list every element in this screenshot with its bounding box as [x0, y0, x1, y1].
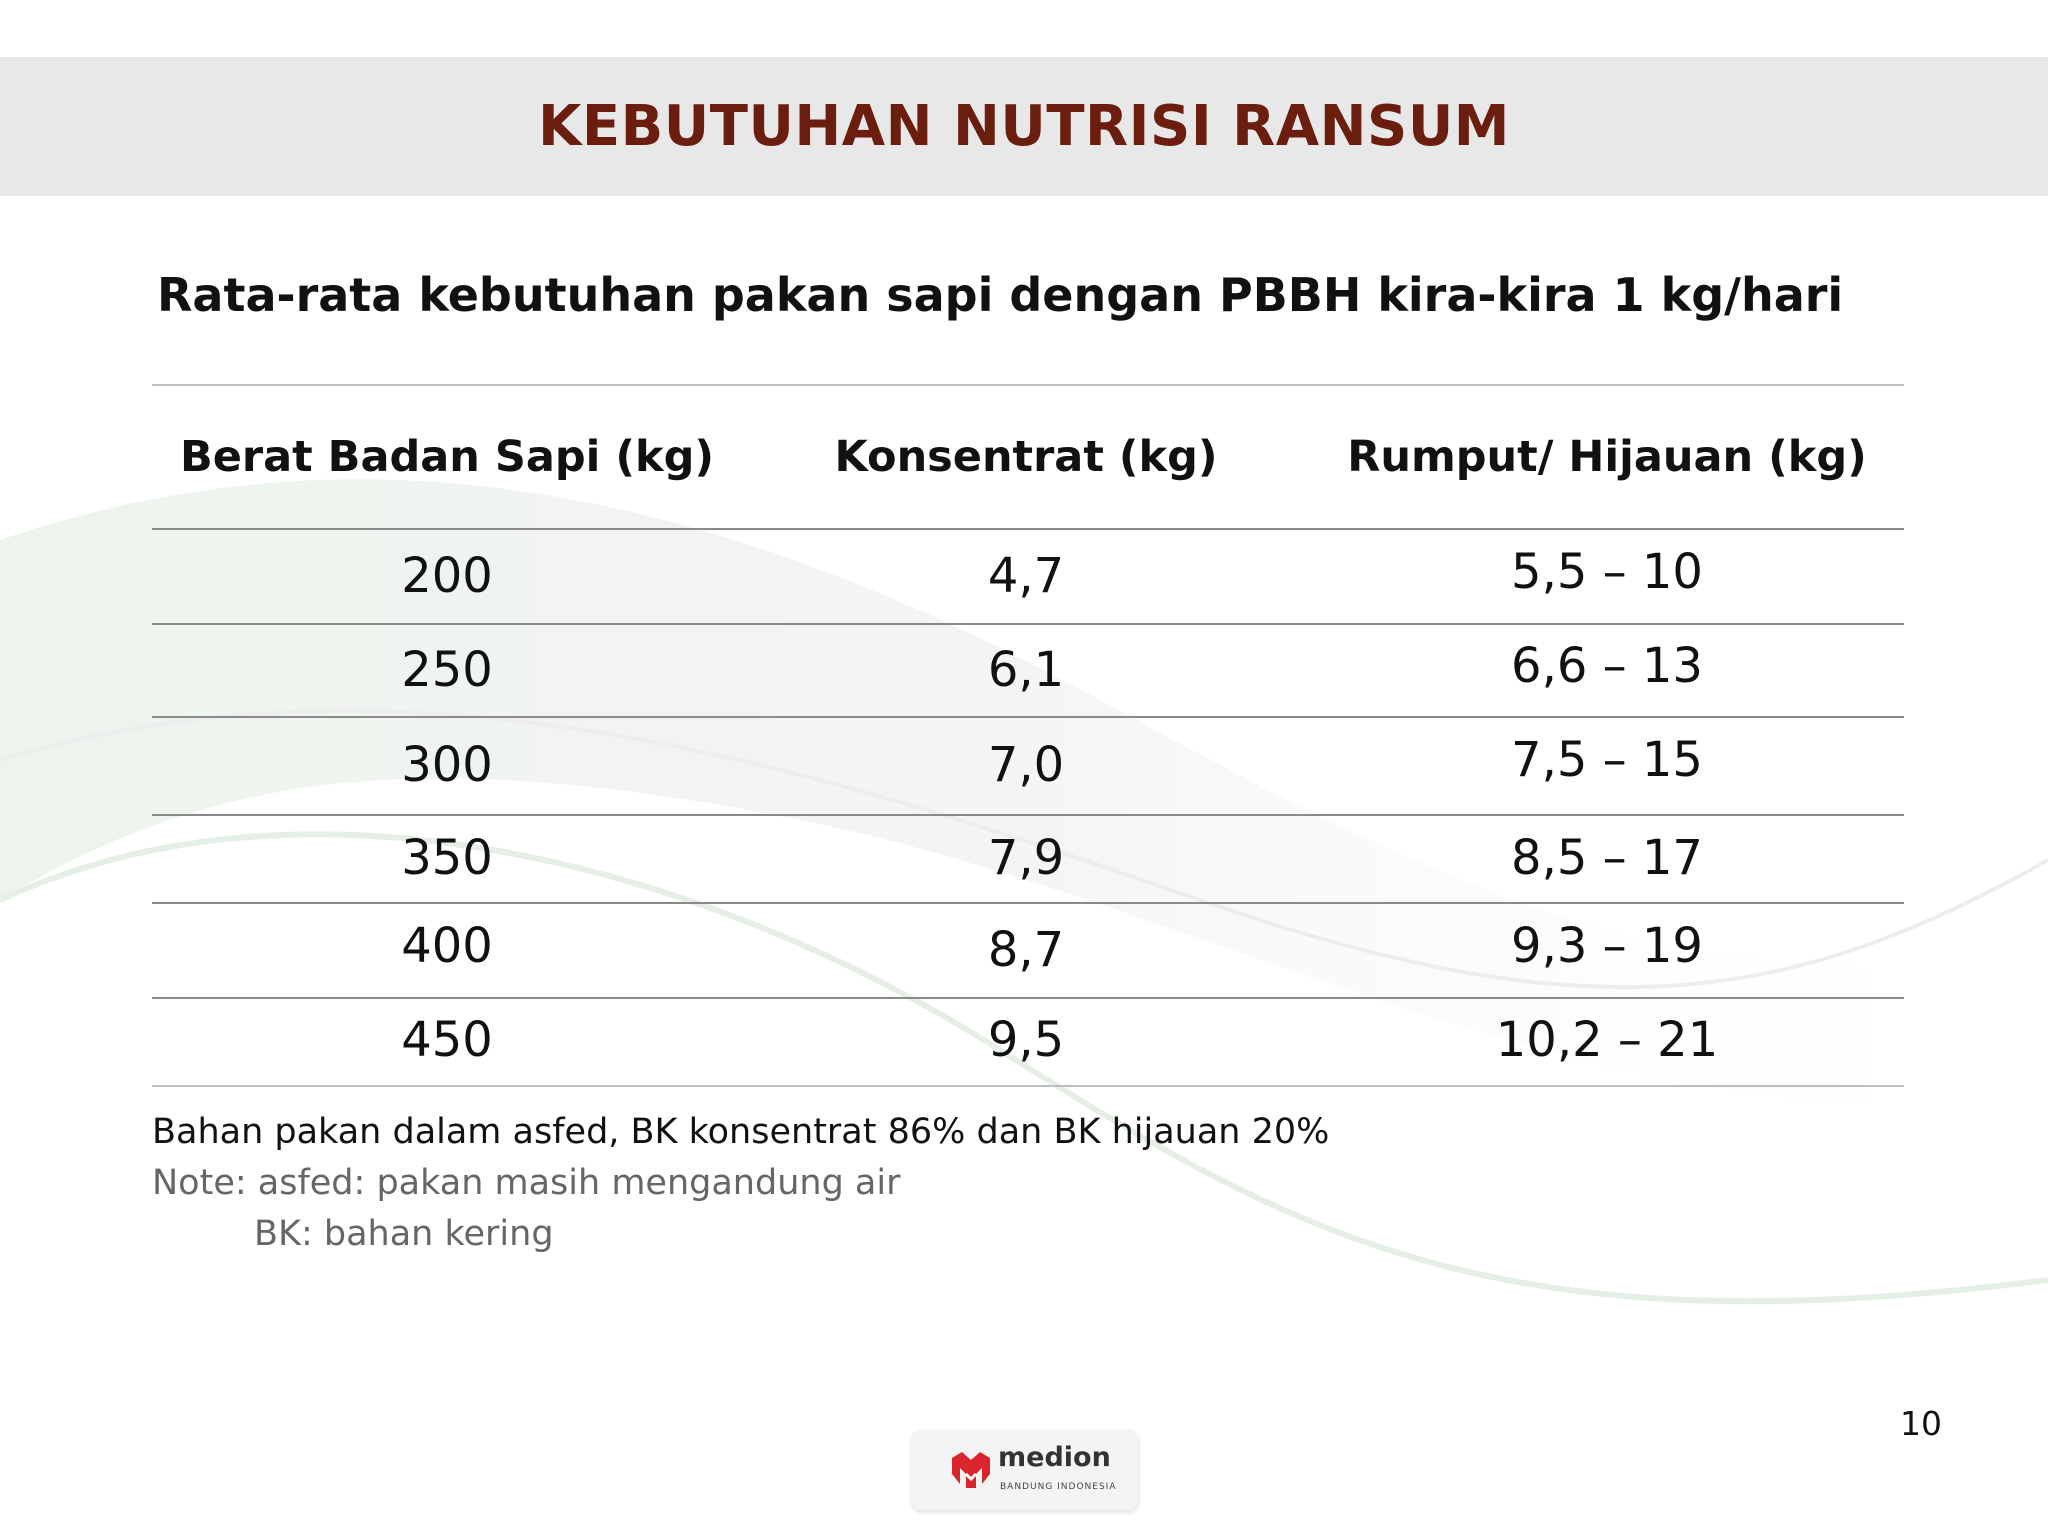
- medion-logo: [912, 1430, 1138, 1510]
- note-asfed-bk: Bahan pakan dalam asfed, BK konsentrat 86% dan BK hijauan 20%: [152, 1112, 1330, 1152]
- row-forage: 7,5 – 15: [1511, 732, 1703, 788]
- row-forage: 5,5 – 10: [1511, 544, 1703, 600]
- row-rule: [152, 997, 1904, 999]
- row-forage: 10,2 – 21: [1495, 1012, 1719, 1068]
- row-forage: 6,6 – 13: [1511, 638, 1703, 694]
- row-concentrate: 7,9: [987, 830, 1065, 886]
- row-weight: 300: [401, 737, 493, 793]
- medion-logo-icon: [948, 1448, 994, 1494]
- row-rule: [152, 902, 1904, 904]
- row-weight: 350: [401, 830, 493, 886]
- page-number: 10: [1900, 1404, 1942, 1443]
- logo-name: medion: [998, 1442, 1111, 1473]
- note-bk-definition: BK: bahan kering: [254, 1214, 554, 1254]
- row-weight: 250: [401, 642, 493, 698]
- row-rule: [152, 716, 1904, 718]
- row-forage: 9,3 – 19: [1511, 918, 1703, 974]
- note-asfed-definition: Note: asfed: pakan masih mengandung air: [152, 1163, 901, 1203]
- table-top-rule: [152, 384, 1904, 386]
- table-bottom-rule: [152, 1085, 1904, 1087]
- column-header-concentrate: Konsentrat (kg): [834, 432, 1218, 482]
- title-bar: [0, 57, 2048, 196]
- column-header-weight: Berat Badan Sapi (kg): [179, 432, 715, 482]
- row-concentrate: 9,5: [987, 1012, 1065, 1068]
- row-concentrate: 4,7: [987, 548, 1065, 604]
- row-weight: 400: [401, 918, 493, 974]
- row-concentrate: 6,1: [987, 642, 1065, 698]
- row-weight: 200: [401, 548, 493, 604]
- column-header-forage: Rumput/ Hijauan (kg): [1347, 432, 1867, 482]
- row-concentrate: 8,7: [987, 922, 1065, 978]
- row-rule: [152, 814, 1904, 816]
- row-rule: [152, 623, 1904, 625]
- row-weight: 450: [401, 1012, 493, 1068]
- header-rule: [152, 528, 1904, 530]
- logo-subtitle: BANDUNG INDONESIA: [1000, 1482, 1117, 1492]
- row-forage: 8,5 – 17: [1511, 830, 1703, 886]
- row-concentrate: 7,0: [987, 737, 1065, 793]
- slide-title: KEBUTUHAN NUTRISI RANSUM: [537, 94, 1511, 159]
- slide-subtitle: Rata-rata kebutuhan pakan sapi dengan PBBH kira-kira 1 kg/hari: [157, 268, 1844, 322]
